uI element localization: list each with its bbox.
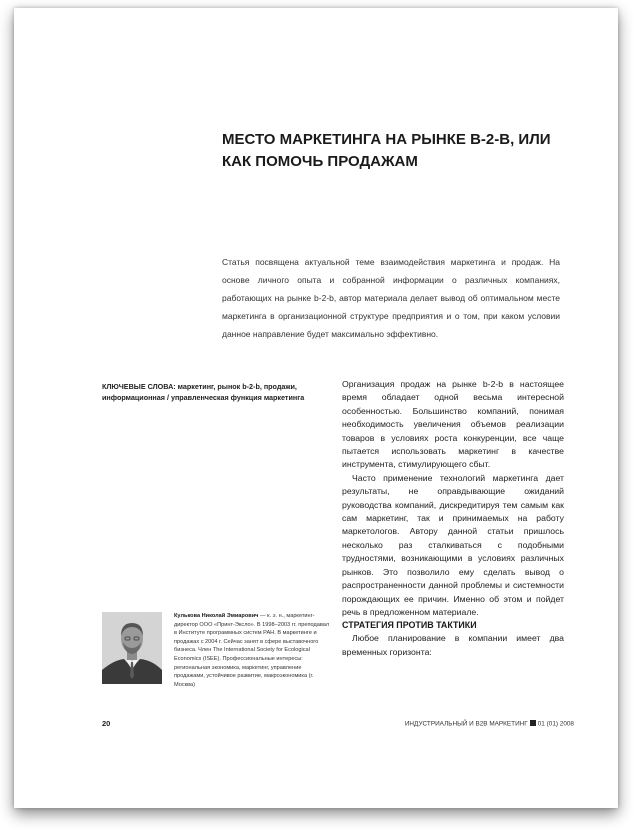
body-paragraph-3: Любое планирование в компании имеет два временных горизонта:: [342, 633, 564, 657]
body-paragraph-1: Организация продаж на рынке b-2-b в настоящее время обладает одной весьма интересной особенностью. Большинство компаний, понимая необходимость увеличения объемов реализации товаров в условиях роста конкуренции, все чаще пытается использовать маркетинг в качестве инструмента, стимулирующего сбыт.: [342, 379, 564, 470]
journal-footer: [405, 720, 574, 728]
author-photo: [102, 612, 162, 684]
author-name: Кулькова Николай Эмиарович: [174, 613, 259, 619]
body-paragraph-2: Часто применение технологий маркетинга дает результаты, не оправдывающие ожиданий руководства компаний, дискредитируя тем самым как сам маркетинг, так и принимаемых на работу маркетологов. Автору данной статьи пришлось несколько раз сталкиваться с подобными трудностями, возникающими в условиях различных рынков. Это позволило ему сделать вывод о распространенности данной проблемы и системности порождающих ее причин. Именно об этом и пойдет речь в предложенном материале.: [342, 472, 564, 617]
square-icon: [530, 720, 536, 726]
keywords: КЛЮЧЕВЫЕ СЛОВА: маркетинг, рынок b-2-b, продажи, информационная / управленческая функция маркетинга: [102, 382, 305, 402]
author-bio-text: — к. э. н., маркетинг-директор ООО «Принт-Эксло». В 1998–2003 гг. преподавал в Институте программных систем РАН. В маркетинге и продажах с 2004 г. Сейчас занят в сфере выставочного бизнеса. Член The International Society for Ecological Economics (ISEE). Профессиональные интересы: региональная экономика, маркетинг, управление продажами, устойчивое развитие, макроэкономика (г. Москва): [174, 613, 330, 688]
body-column: [342, 378, 564, 659]
author-portrait-icon: [102, 612, 162, 684]
author-bio: [174, 612, 332, 689]
page-number: 20: [102, 719, 111, 728]
article-title: МЕСТО МАРКЕТИНГА НА РЫНКЕ B-2-B, ИЛИ КАК ПОМОЧЬ ПРОДАЖАМ: [222, 131, 551, 170]
journal-page: [14, 8, 618, 808]
section-heading: СТРАТЕГИЯ ПРОТИВ ТАКТИКИ: [342, 620, 477, 631]
journal-name: ИНДУСТРИАЛЬНЫЙ И B2B МАРКЕТИНГ: [404, 720, 528, 728]
article-abstract: Статья посвящена актуальной теме взаимодействия маркетинга и продаж. На основе личного опыта и собранной информации о различных компаниях, работающих на рынке b-2-b, автор материала делает вывод об оптимальном месте маркетинга в организационной структуре предприятия и о том, при каком условии данное направление будет максимально эффективно.: [222, 257, 560, 339]
journal-issue: 01 (01) 2008: [537, 720, 574, 728]
